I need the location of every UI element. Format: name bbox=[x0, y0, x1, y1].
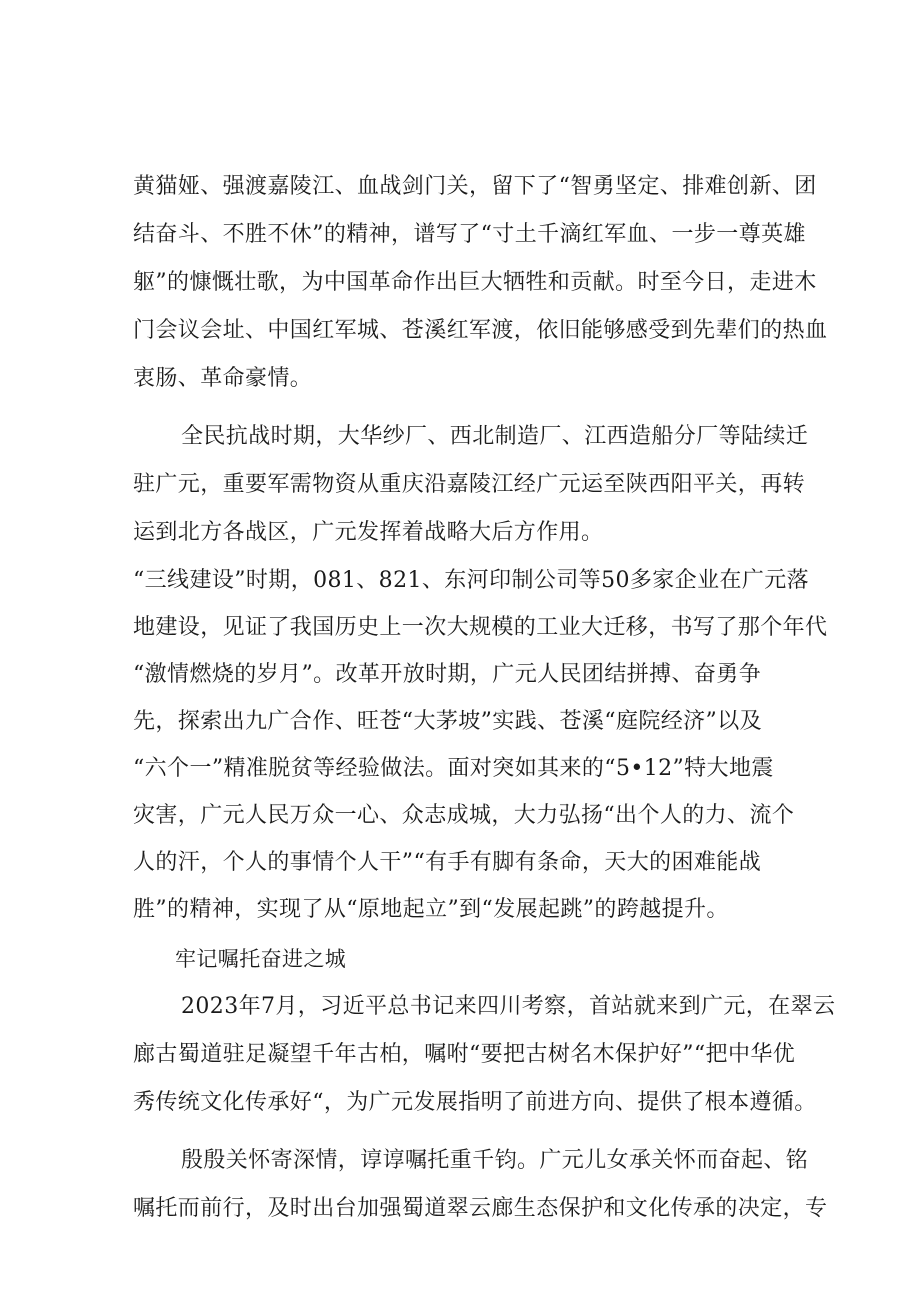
paragraph-line: 灾害，广元人民万众一心、众志成城，大力弘扬“出个人的力、流个 bbox=[133, 803, 795, 828]
paragraph-line: 2023年7月，习近平总书记来四川考察，首站就来到广元，在翠云 bbox=[181, 994, 836, 1019]
paragraph-line: “激情燃烧的岁月”。改革开放时期，广元人民团结拼搏、奋勇争 bbox=[133, 662, 762, 687]
paragraph-line: 门会议会址、中国红军城、苍溪红军渡，依旧能够感受到先辈们的热血 bbox=[133, 318, 828, 343]
paragraph-line: 躯”的慷慨壮歌，为中国革命作出巨大牺牲和贡献。时至今日，走进木 bbox=[133, 270, 817, 295]
section-heading: 牢记嘱托奋进之城 bbox=[175, 947, 347, 971]
paragraph-line: 黄猫娅、强渡嘉陵江、血战剑门关，留下了“智勇坚定、排难创新、团 bbox=[133, 174, 817, 199]
paragraph-line: 秀传统文化传承好“，为广元发展指明了前进方向、提供了根本遵循。 bbox=[133, 1090, 817, 1115]
paragraph-line: 嘱托而前行，及时出台加强蜀道翠云廊生态保护和文化传承的决定，专 bbox=[133, 1196, 828, 1221]
paragraph-line: 结奋斗、不胜不休”的精神，谱写了“寸土千滴红军血、一步一尊英雄 bbox=[133, 222, 806, 247]
paragraph-line: 运到北方各战区，广元发挥着战略大后方作用。 bbox=[133, 520, 604, 545]
paragraph-line: 驻广元，重要军需物资从重庆沿嘉陵江经广元运至陕西阳平关，再转 bbox=[133, 472, 806, 497]
paragraph-line: 衷肠、革命豪情。 bbox=[133, 366, 313, 391]
paragraph-line: “六个一”精准脱贫等经验做法。面对突如其来的“5•12”特大地震 bbox=[133, 756, 774, 781]
paragraph-line: 地建设，见证了我国历史上一次大规模的工业大迁移，书写了那个年代 bbox=[133, 615, 828, 640]
paragraph-line: 人的汗，个人的事情个人干”“有手有脚有条命，天大的困难能战 bbox=[133, 850, 762, 875]
paragraph-line: 廊古蜀道驻足凝望千年古柏，嘱咐“要把古树名木保护好”“把中华优 bbox=[133, 1042, 796, 1067]
paragraph-line: 胜”的精神，实现了从“原地起立”到“发展起跳”的跨越提升。 bbox=[133, 897, 729, 922]
paragraph-line: “三线建设”时期，081、821、东河印制公司等50多家企业在广元落 bbox=[133, 568, 810, 593]
paragraph-line: 殷殷关怀寄深情，谆谆嘱托重千钧。广元儿女承关怀而奋起、铭 bbox=[181, 1148, 809, 1173]
paragraph-line: 先，探索出九广合作、旺苍“大茅坡”实践、苍溪“庭院经济”以及 bbox=[133, 709, 762, 734]
paragraph-line: 全民抗战时期，大华纱厂、西北制造厂、江西造船分厂等陆续迁 bbox=[181, 424, 809, 449]
